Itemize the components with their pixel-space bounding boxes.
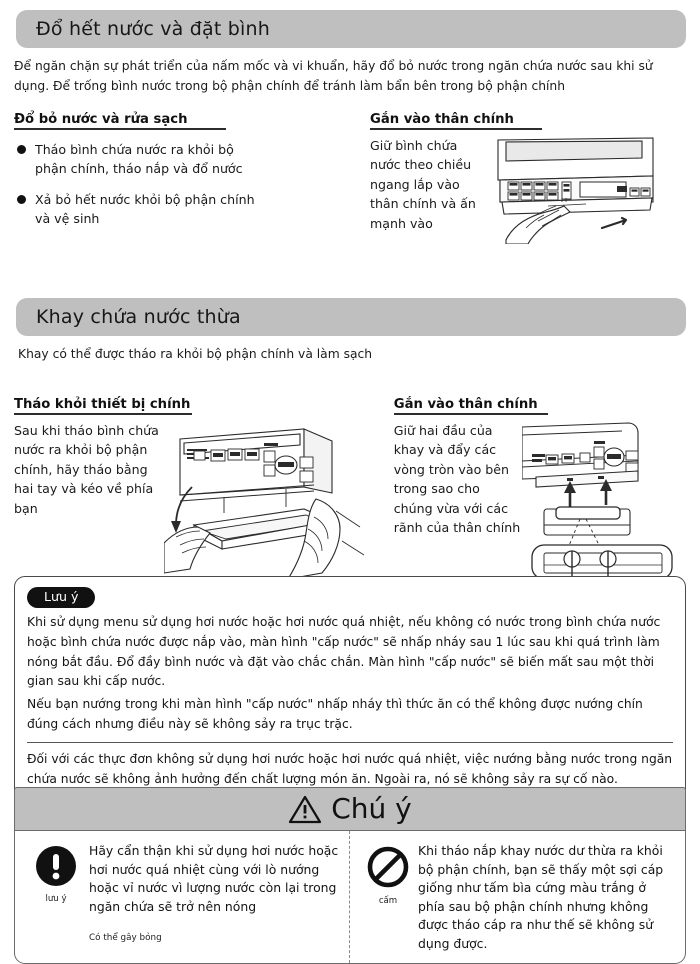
bullet-dot-icon <box>17 195 26 204</box>
note-paragraph-after-divider: Đối với các thực đơn không sử dụng hơi nước hoặc hơi nước quá nhiệt, việc nướng bằng nước trong ngăn chứa nước sẽ không ảnh hưởng đến chất lượng món ăn. Ngoài ra, nó sẽ không sảy ra sự cố nào. <box>27 752 673 787</box>
attach-tray-instruction-text: Giữ hai đầu của khay và đẩy các vòng tròn vào bên trong sao cho chúng vừa với các rãnh của thân chính <box>393 422 521 536</box>
section-drain-water <box>0 10 700 244</box>
column-remove-from-main-unit <box>14 392 394 581</box>
two-hands-pulling-drip-tray-out-of-oven-illustration <box>164 421 372 579</box>
caution-icon-caption: cấm <box>378 896 398 906</box>
bullet-dot-icon <box>17 145 26 154</box>
warning-triangle-icon <box>288 794 322 824</box>
section-2-columns <box>14 392 690 581</box>
caution-icon-caption: lưu ý <box>45 894 67 904</box>
subheading-underline <box>370 108 542 130</box>
subheading-underline <box>394 393 548 415</box>
subheading-remove-from-main-unit: Tháo khỏi thiết bị chính <box>14 396 191 412</box>
list-item <box>14 190 370 228</box>
section-banner-title: Khay chứa nước thừa <box>36 306 241 328</box>
caution-pane-prohibition <box>350 831 685 963</box>
drip-tray-aligning-with-slots-detail-illustration <box>522 421 682 581</box>
section-banner-drain-water <box>16 10 686 48</box>
caution-icon-column <box>360 842 416 954</box>
section-intro-text: Khay có thể được tháo ra khỏi bộ phận chính và làm sạch <box>18 347 373 361</box>
bullet-list-drain <box>14 140 370 229</box>
note-paragraph: Nếu bạn nướng trong khi màn hình "cấp nước" nhấp nháy thì thức ăn có thể không được nướng chín đúng cách nhưng điều này sẽ không sảy ra trục trặc. <box>27 697 643 732</box>
exclamation-circle-icon <box>35 845 77 887</box>
section-banner-title: Đổ hết nước và đặt bình <box>36 18 270 40</box>
bullet-text: Xả bỏ hết nước khỏi bộ phận chính và vệ sinh <box>35 192 255 227</box>
caution-icon-column <box>25 842 87 954</box>
bullet-text: Tháo bình chứa nước ra khỏi bộ phận chính, tháo nắp và đổ nước <box>35 141 243 176</box>
caution-header <box>14 787 686 831</box>
section-drip-tray <box>0 298 700 581</box>
note-badge: Lưu ý <box>27 587 95 608</box>
note-box <box>14 576 686 801</box>
caution-pane-warning <box>15 831 350 963</box>
subheading-drain-and-wash: Đổ bỏ nước và rửa sạch <box>14 111 188 127</box>
list-item <box>14 140 370 178</box>
column-attach-tray-to-body <box>394 392 690 581</box>
subheading-underline <box>14 108 226 130</box>
subheading-underline <box>14 393 192 415</box>
caution-text: Khi tháo nắp khay nước dư thừa ra khỏi bộ phận chính, bạn sẽ thấy một sợi cáp giống như tấm bìa cứng màu trắng ở phía sau bộ phận chính nhưng không được tháo cáp ra như thế sẽ không sử dụng được. <box>418 843 664 952</box>
subheading-attach-tray-to-body: Gắn vào thân chính <box>393 396 538 412</box>
column-attach-to-body <box>370 107 682 244</box>
column-drain-and-wash <box>14 107 370 244</box>
caution-heading: Chú ý <box>331 792 412 825</box>
section-banner-drip-tray <box>16 298 686 336</box>
caution-body <box>14 831 686 964</box>
prohibition-circle-icon <box>366 845 410 889</box>
remove-instruction-text: Sau khi tháo bình chứa nước ra khỏi bộ phận chính, hãy tháo bằng hai tay và kéo về phía bạn <box>14 422 159 516</box>
note-divider <box>27 742 673 743</box>
attach-instruction-text: Giữ bình chứa nước theo chiều ngang lắp vào thân chính và ấn mạnh vào <box>370 137 476 231</box>
note-paragraph: Khi sử dụng menu sử dụng hơi nước hoặc hơi nước quá nhiệt, nếu không có nước trong bình chứa nước hoặc bình chứa nước được nắp vào, màn hình "cấp nước" sẽ nhấp nháy sau 1 lúc sau khi quá trình làm nóng bắt đầu. Đổ đầy bình nước và đặt vào chắc chắn. Màn hình "cấp nước" sẽ biến mất sau một thời gian sau khi cấp nước. <box>27 614 661 689</box>
section-intro-text: Để ngăn chặn sự phát triển của nấm mốc và vi khuẩn, hãy đổ bỏ nước trong ngăn chứa nước sau khi sử dụng. Để trống bình nước trong bộ phận chính để tránh làm bẩn bên trong bộ phận chính <box>14 59 653 93</box>
subheading-attach-to-body: Gắn vào thân chính <box>370 111 514 127</box>
caution-box <box>14 787 686 964</box>
section-1-columns <box>14 107 690 244</box>
caution-text: Hãy cẩn thận khi sử dụng hơi nước hoặc hơi nước quá nhiệt cùng với lò nướng hoặc vỉ nước vì lượng nước còn lại trong ngăn chứa sẽ trở nên nóng <box>89 843 339 914</box>
oven-front-panel-hand-pushing-water-tank-illustration <box>490 136 658 244</box>
caution-footnote: Có thể gây bỏng <box>89 933 162 944</box>
